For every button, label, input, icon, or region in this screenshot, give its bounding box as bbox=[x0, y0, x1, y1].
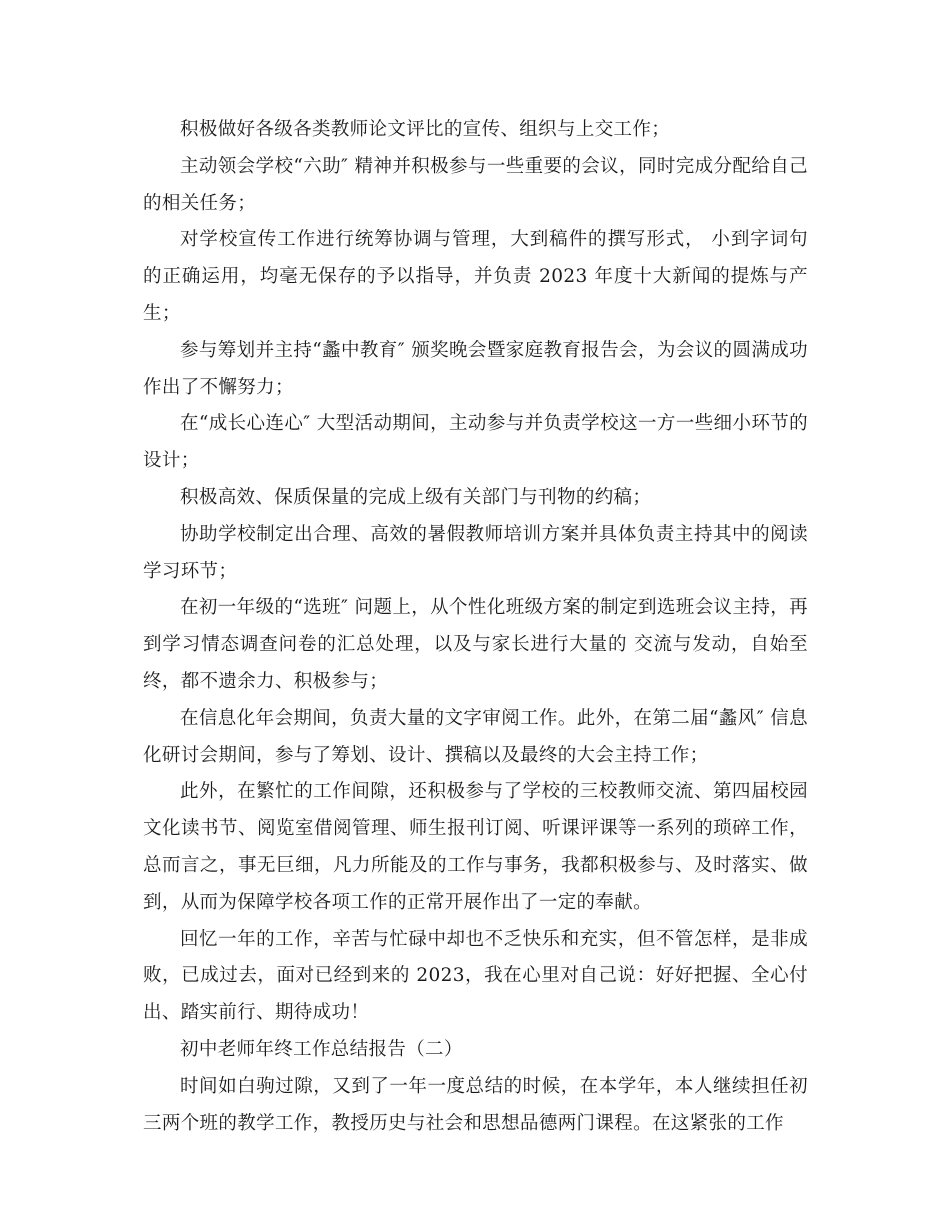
section-heading-report-two: 初中老师年终工作总结报告（二） bbox=[180, 1038, 463, 1060]
paragraph-publicity-work: 对学校宣传工作进行统筹协调与管理，大到稿件的撰写形式， 小到字词句的正确运用，均毫无保存的予以指导，并负责 2023 年度十大新闻的提炼与产生； bbox=[143, 229, 808, 324]
paragraph-it-conference: 在信息化年会期间，负责大量的文字审阅工作。此外，在第二届“蠡风″ 信息化研讨会期间，参与了筹划、设计、撰稿以及最终的大会主持工作； bbox=[143, 707, 808, 766]
paragraph-six-help-spirit: 主动领会学校“六助″ 精神并积极参与一些重要的会议，同时完成分配给自己的相关任务； bbox=[143, 155, 808, 214]
paragraph-year-review: 回忆一年的工作，辛苦与忙碌中却也不乏快乐和充实，但不管怎样，是非成败，已成过去，面对已经到来的 2023，我在心里对自己说：好好把握、全心付出、踏实前行、期待成功！ bbox=[143, 928, 808, 1024]
paragraph-manuscripts: 积极高效、保质保量的完成上级有关部门与刊物的约稿； bbox=[180, 486, 652, 508]
paragraph-misc-work: 此外，在繁忙的工作间隙，还积极参与了学校的三校教师交流、第四届校园文化读书节、阅览室借阅管理、师生报刊订阅、听课评课等一系列的琐碎工作，总而言之，事无巨细，凡力所能及的工作与事务，我都积极参与、及时落实、做到，从而为保障学校各项工作的正常开展作出了一定的奉献。 bbox=[143, 781, 808, 913]
paragraph-class-selection: 在初一年级的“选班″ 问题上，从个性化班级方案的制定到选班会议主持，再到学习情态调查问卷的汇总处理，以及与家长进行大量的 交流与发动，自始至终，都不遗余力、积极参与； bbox=[143, 597, 808, 692]
paragraph-award-gala: 参与筹划并主持“蠡中教育″ 颁奖晚会暨家庭教育报告会，为会议的圆满成功作出了不懈努力； bbox=[143, 339, 808, 398]
paragraph-summer-training: 协助学校制定出合理、高效的暑假教师培训方案并具体负责主持其中的阅读学习环节； bbox=[143, 523, 808, 582]
paragraph-growth-event: 在“成长心连心″ 大型活动期间，主动参与并负责学校这一方一些细小环节的设计； bbox=[143, 413, 808, 472]
document-body bbox=[143, 112, 808, 1142]
paragraph-report-two-intro: 时间如白驹过隙，又到了一年一度总结的时候，在本学年，本人继续担任初三两个班的教学工作，教授历史与社会和思想品德两门课程。在这紧张的工作 bbox=[143, 1075, 808, 1134]
paragraph-essay-review: 积极做好各级各类教师论文评比的宣传、组织与上交工作； bbox=[180, 119, 671, 140]
